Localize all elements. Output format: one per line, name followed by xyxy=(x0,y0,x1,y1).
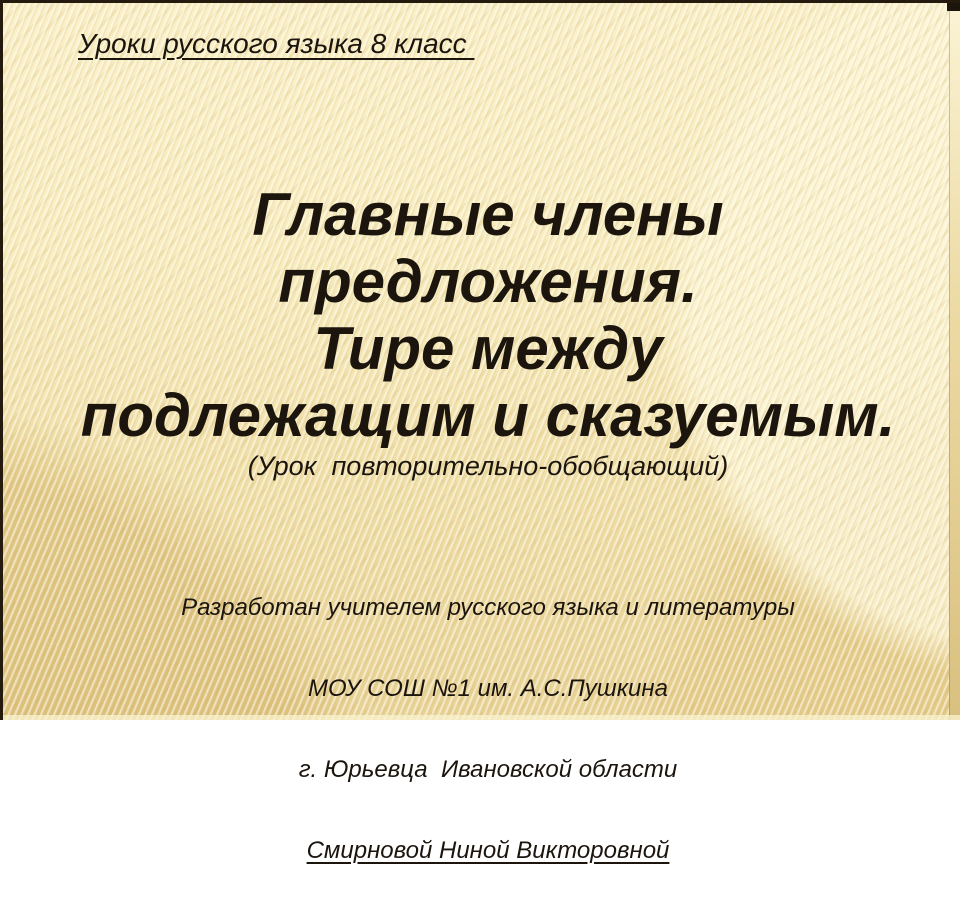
slide-title xyxy=(38,181,938,449)
credits-line-1: Разработан учителем русского языка и литературы xyxy=(181,594,795,621)
credits-block xyxy=(38,540,938,918)
title-line-2: предложения. xyxy=(278,248,698,315)
top-right-corner-notch xyxy=(947,3,960,11)
title-line-1: Главные члены xyxy=(252,181,724,248)
title-line-3: Тире между xyxy=(313,315,663,382)
title-line-4: подлежащим и сказуемым. xyxy=(80,382,896,449)
credits-line-3: г. Юрьевца Ивановской области xyxy=(298,756,678,783)
slide-header: Уроки русского языка 8 класс xyxy=(78,28,475,59)
background-right-strip xyxy=(949,3,960,720)
credits-line-2: МОУ СОШ №1 им. А.С.Пушкина xyxy=(308,675,668,702)
credits-author-name: Смирновой Ниной Викторовной xyxy=(306,837,670,864)
slide-subtitle: (Урок повторительно-обобщающий) xyxy=(247,451,729,481)
